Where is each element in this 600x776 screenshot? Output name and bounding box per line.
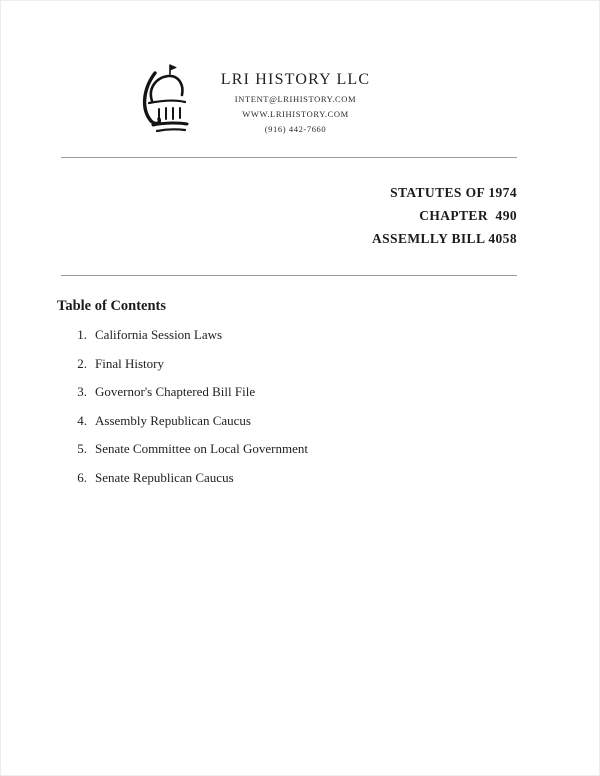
toc-item <box>71 384 599 400</box>
toc-item-number: 2. <box>77 355 87 371</box>
toc-item <box>71 356 599 372</box>
toc-item <box>71 470 599 486</box>
toc-title: Table of Contents <box>57 297 167 314</box>
divider-bottom <box>61 275 517 276</box>
capitol-dome-sketch-icon <box>135 61 197 137</box>
toc-item-label: Final History <box>95 355 164 371</box>
toc-item-label: Assembly Republican Caucus <box>95 412 251 428</box>
toc-item-label: California Session Laws <box>95 327 223 343</box>
toc-item-label: Senate Committee on Local Government <box>95 441 308 457</box>
company-website: WWW.LRIHISTORY.COM <box>242 109 349 119</box>
toc-item-number: 5. <box>77 441 87 457</box>
chapter-line: CHAPTER 490 <box>419 207 517 223</box>
toc-item-label: Senate Republican Caucus <box>95 469 234 485</box>
toc-item <box>71 441 599 457</box>
statutes-line: STATUTES OF 1974 <box>390 185 517 200</box>
toc-item-number: 3. <box>77 384 87 400</box>
toc-item <box>71 327 599 343</box>
company-info <box>221 61 371 134</box>
statute-reference <box>1 182 599 251</box>
toc-item-label: Governor's Chaptered Bill File <box>95 384 256 400</box>
company-phone: (916) 442-7660 <box>264 124 327 134</box>
toc-item <box>71 413 599 429</box>
toc-item-number: 6. <box>77 469 87 485</box>
bill-line: ASSEMLLY BILL 4058 <box>371 230 517 246</box>
toc-list <box>1 327 599 486</box>
letterhead <box>1 1 504 137</box>
company-name: LRI HISTORY LLC <box>220 71 371 88</box>
company-email: INTENT@LRIHISTORY.COM <box>234 94 357 104</box>
toc-item-number: 4. <box>77 412 87 428</box>
toc-item-number: 1. <box>77 327 87 343</box>
divider-top <box>61 157 517 158</box>
